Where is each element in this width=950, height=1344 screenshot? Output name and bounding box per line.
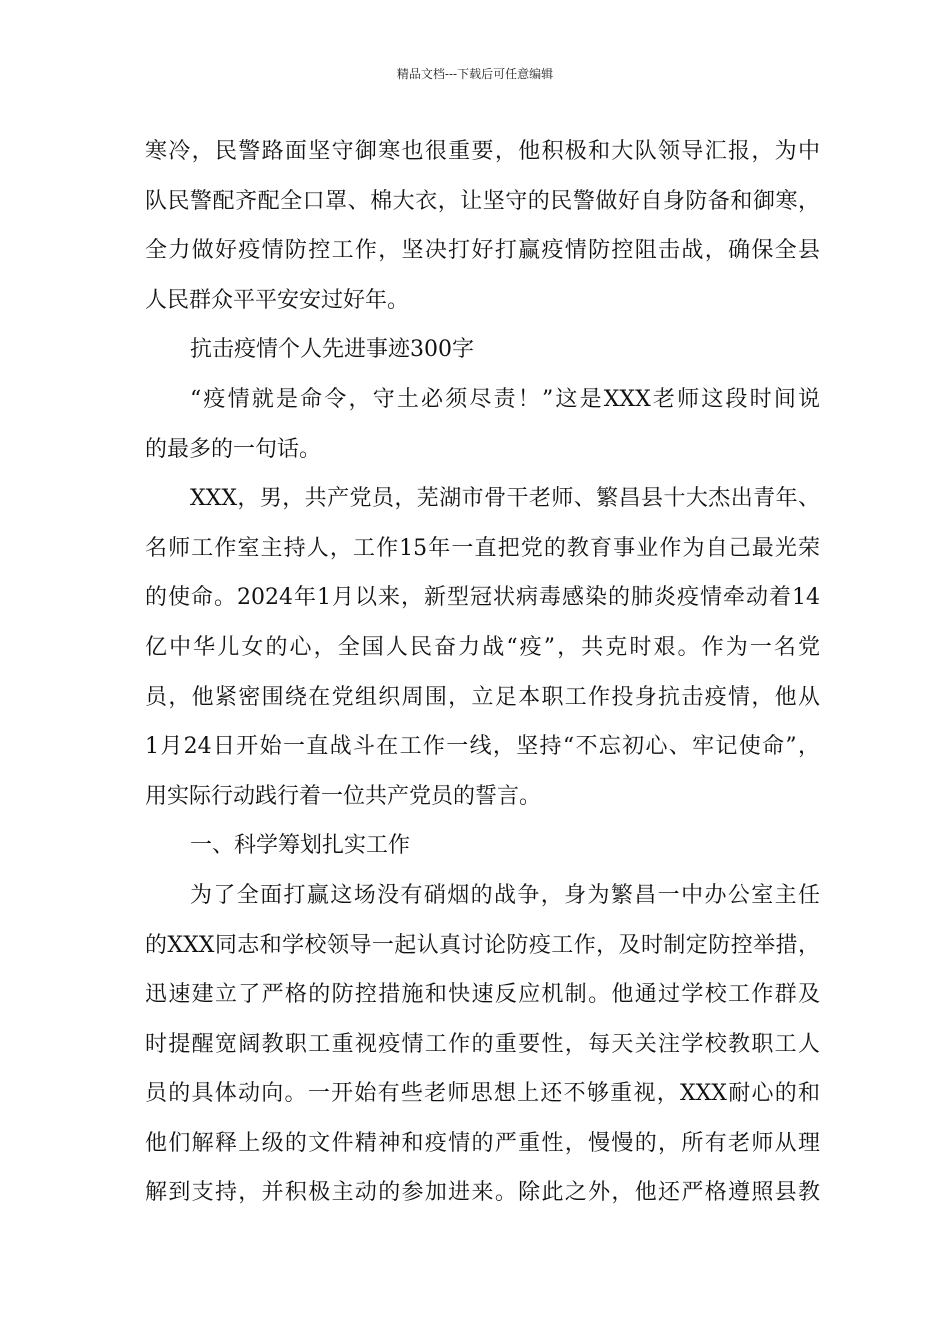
text-line: 员，他紧密围绕在党组织周围，立足本职工作投身抗击疫情，他从: [145, 684, 820, 710]
text-line: 寒冷，民警路面坚守御寒也很重要，他积极和大队领导汇报，为中: [145, 139, 820, 164]
text-line: 全力做好疫情防控工作，坚决打好打赢疫情防控阻击战，确保全县: [145, 238, 820, 264]
text-line: 1月24日开始一直战斗在工作一线，坚持“不忘初心、牢记使命”，: [145, 734, 820, 760]
text-line: 时提醒宽阔教职工重视疫情工作的重要性，每天关注学校教职工人: [145, 1031, 820, 1057]
text-line: 迅速建立了严格的防控措施和快速反应机制。他通过学校工作群及: [145, 982, 820, 1008]
text-line: 人民群众平平安安过好年。: [145, 287, 410, 313]
text-line: “疫情就是命令，守土必须尽责！”这是XXX老师这段时间说: [190, 386, 820, 412]
text-line: 他们解释上级的文件精神和疫情的严重性，慢慢的，所有老师从理: [145, 1130, 820, 1156]
text-line: 抗击疫情个人先进事迹300字: [190, 337, 474, 363]
text-line: 用实际行动践行着一位共产党员的誓言。: [145, 783, 542, 809]
text-line: 的最多的一句话。: [145, 436, 322, 462]
text-line: 队民警配齐配全口罩、棉大衣，让坚守的民警做好自身防备和御寒，: [145, 188, 820, 214]
text-line: 员的具体动向。一开始有些老师思想上还不够重视，XXX耐心的和: [145, 1081, 820, 1107]
text-line: 的XXX同志和学校领导一起认真讨论防疫工作，及时制定防控举措，: [145, 932, 820, 958]
text-line: 为了全面打赢这场没有硝烟的战争，身为繁昌一中办公室主任: [190, 882, 820, 908]
text-line: XXX，男，共产党员，芜湖市骨干老师、繁昌县十大杰出青年、: [190, 486, 820, 512]
text-line: 亿中华儿女的心，全国人民奋力战“疫”，共克时艰。作为一名党: [145, 634, 820, 660]
page-header: 精品文档---下载后可任意编辑: [396, 67, 554, 81]
text-line: 名师工作室主持人，工作15年一直把党的教育事业作为自己最光荣: [145, 535, 820, 561]
text-line: 一、科学筹划扎实工作: [190, 833, 411, 859]
text-line: 的使命。2024年1月以来，新型冠状病毒感染的肺炎疫情牵动着14: [145, 585, 820, 611]
text-line: 解到支持，并积极主动的参加进来。除此之外，他还严格遵照县教: [145, 1180, 820, 1206]
document-body: [145, 127, 820, 1218]
